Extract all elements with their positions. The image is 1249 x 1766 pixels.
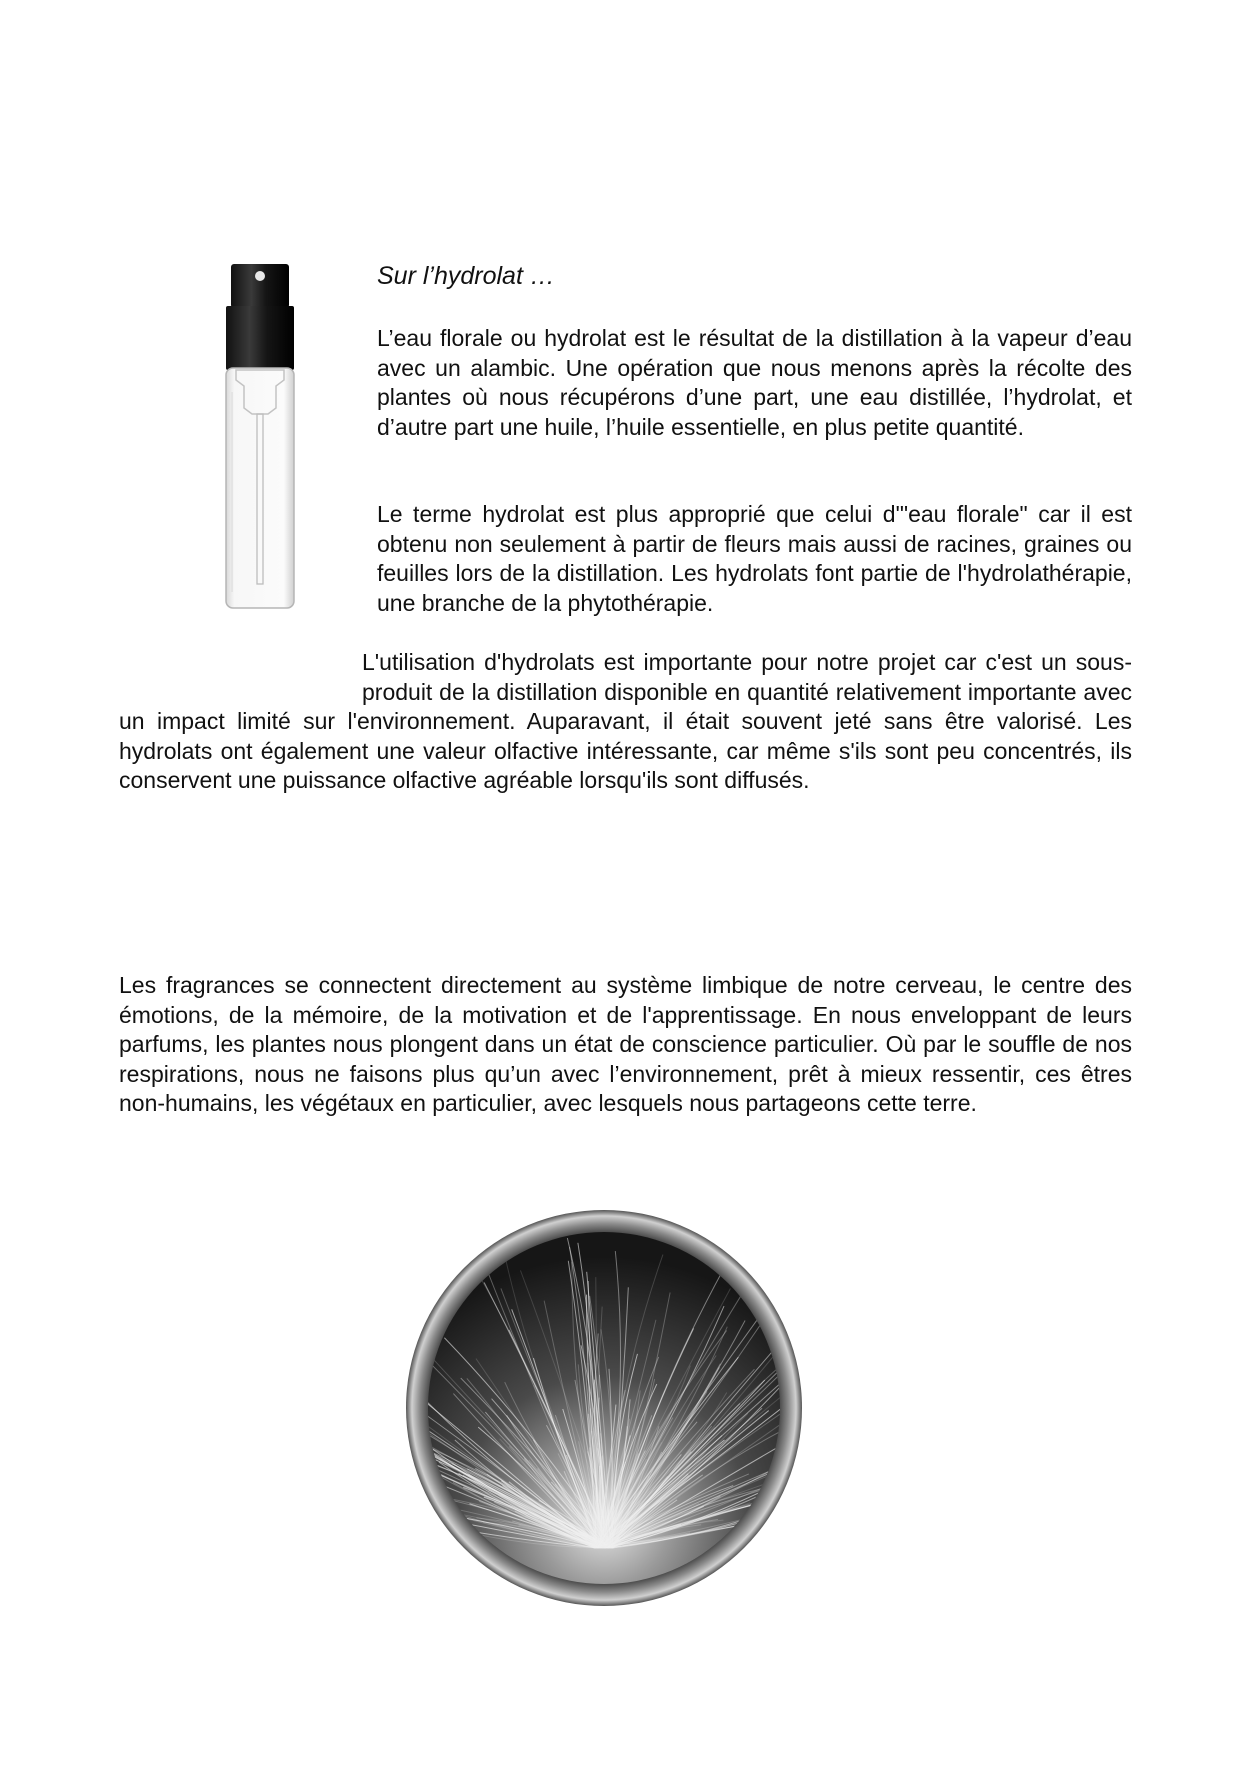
- spray-vial-icon: [224, 262, 296, 614]
- paragraph-hydrolat-use-text: L'utilisation d'hydrolats est importante pour notre projet car c'est un sous-produit de la distillation disponible en quantité relativement importante avec un impact limité sur l'environnement. Auparavant, il était souvent jeté sans être valorisé. Les hydrolats ont également une valeur olfactive intéressante, car même s'ils sont peu concentrés, ils conservent une puissance olfactive agréable lorsqu'ils sont diffusés.: [119, 649, 1132, 793]
- crystal-dish-photo: [404, 1208, 804, 1608]
- section-title: Sur l’hydrolat …: [377, 262, 555, 290]
- paragraph-fragrances: Les fragrances se connectent directement au système limbique de notre cerveau, le centre des émotions, de la mémoire, de la motivation et de l'apprentissage. En nous enveloppant de leurs parfums, les plantes nous plongent dans un état de conscience particulier. Où par le souffle de nos respirations, nous ne faisons plus qu’un avec l’environnement, prêt à mieux ressentir, ces êtres non-humains, les végétaux en particulier, avec lesquels nous partageons cette terre.: [119, 972, 1132, 1116]
- paragraph-hydrolat-definition: L’eau florale ou hydrolat est le résultat de la distillation à la vapeur d’eau avec un alambic. Une opération que nous menons après la récolte des plantes où nous récupérons d’une part, une eau distillée, l’hydrolat, et d’autre part une huile, l’huile essentielle, en plus petite quantité.: [377, 325, 1132, 440]
- paragraph-hydrolat-use: [119, 648, 1132, 796]
- paragraph-hydrolat-term: Le terme hydrolat est plus approprié que celui d'"eau florale" car il est obtenu non seulement à partir de fleurs mais aussi de racines, graines ou feuilles lors de la distillation. Les hydrolats font partie de l'hydrolathérapie, une branche de la phytothérapie.: [377, 501, 1132, 616]
